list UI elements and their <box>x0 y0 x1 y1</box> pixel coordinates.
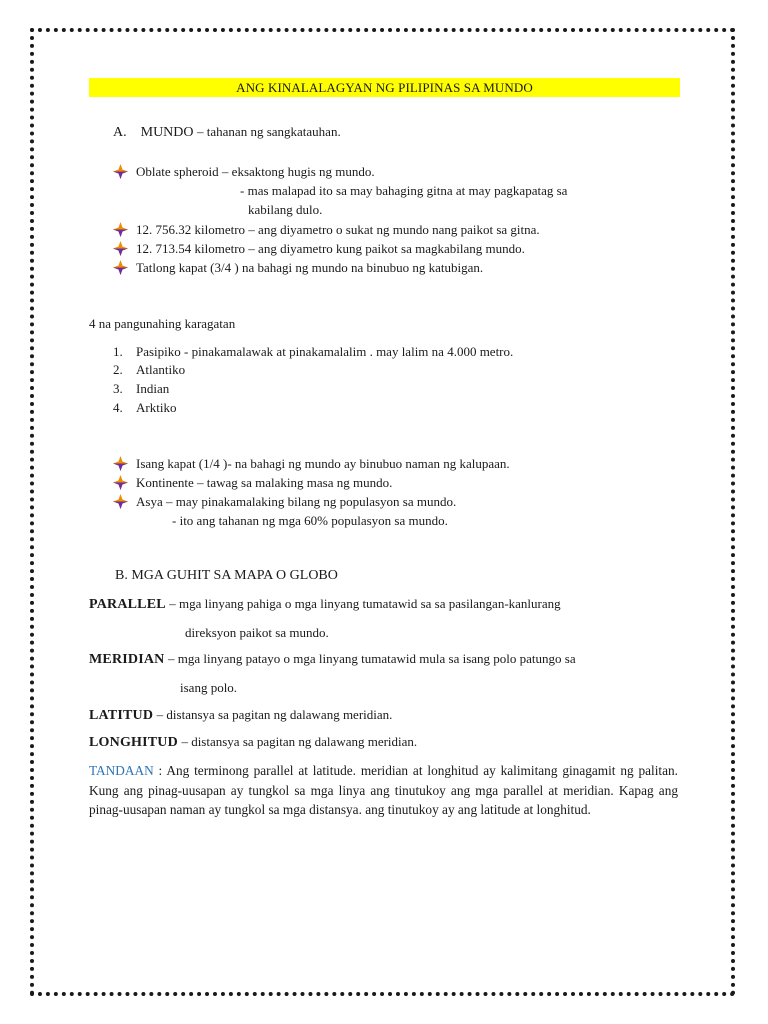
bullet-diameter-poles: 12. 713.54 kilometro – ang diyametro kung paikot sa magkabilang mundo. <box>136 241 525 256</box>
meridian-def-2: isang polo. <box>180 680 238 695</box>
bullet-asya: Asya – may pinakamalaking bilang ng populasyon sa mundo. <box>136 494 457 509</box>
parallel-def-1: – mga linyang pahiga o mga linyang tumatawid sa sa pasilangan-kanlurang <box>169 596 561 611</box>
tandaan-text: : Ang terminong parallel at latitude. meridian at longhitud ay kalimitang ginagamit ng palitan. Kung ang pinag-uusapan ay tungkol sa mga linya ang tinutukoy ang mga parallel at meridian. Kapag ang pinag-uusapan naman ay tungkol sa mga distansya. ang tinutukoy ay ang latitude at longhitud. <box>89 763 679 817</box>
longhitud-def: – distansya sa pagitan ng dalawang meridian. <box>181 734 418 749</box>
ocean-number: 3. <box>113 381 123 396</box>
tandaan-label: TANDAAN <box>89 763 154 778</box>
section-a-heading <box>113 124 341 141</box>
ocean-item: Indian <box>136 381 170 396</box>
ocean-item: Atlantiko <box>136 362 186 377</box>
latitud-line <box>89 707 392 724</box>
four-point-arrow-bullet-icon <box>113 260 128 275</box>
section-a-term: MUNDO <box>140 125 194 140</box>
ocean-number: 1. <box>113 344 123 359</box>
oceans-heading: 4 na pangunahing karagatan <box>89 316 236 331</box>
four-point-arrow-bullet-icon <box>113 241 128 256</box>
bullet-kontinente: Kontinente – tawag sa malaking masa ng mundo. <box>136 475 393 490</box>
ocean-item: Pasipiko - pinakamalawak at pinakamalalim . may lalim na 4.000 metro. <box>136 344 514 359</box>
four-point-arrow-bullet-icon <box>113 222 128 237</box>
latitud-term: LATITUD <box>89 708 154 723</box>
four-point-arrow-bullet-icon <box>113 475 128 490</box>
longhitud-term: LONGHITUD <box>89 735 178 750</box>
page-title: ANG KINALALAGYAN NG PILIPINAS SA MUNDO <box>89 78 680 97</box>
bullet-land: Isang kapat (1/4 )- na bahagi ng mundo ay binubuo naman ng kalupaan. <box>136 456 510 471</box>
oblate-sub-1: - mas malapad ito sa may bahaging gitna at may pagkapatag sa <box>240 183 568 198</box>
bullet-diameter-equator: 12. 756.32 kilometro – ang diyametro o sukat ng mundo nang paikot sa gitna. <box>136 222 540 237</box>
ocean-number: 2. <box>113 362 123 377</box>
parallel-def-2: direksyon paikot sa mundo. <box>185 625 329 640</box>
four-point-arrow-bullet-icon <box>113 494 128 509</box>
section-a-letter: A. <box>113 125 127 140</box>
asya-sub: - ito ang tahanan ng mga 60% populasyon sa mundo. <box>172 513 448 528</box>
latitud-def: – distansya sa pagitan ng dalawang meridian. <box>156 707 393 722</box>
four-point-arrow-bullet-icon <box>113 164 128 179</box>
tandaan-note <box>89 761 678 820</box>
oblate-sub-2: kabilang dulo. <box>248 202 323 217</box>
ocean-number: 4. <box>113 400 123 415</box>
parallel-line-1 <box>89 596 561 613</box>
meridian-term: MERIDIAN <box>89 652 165 667</box>
meridian-line-1 <box>89 651 576 668</box>
four-point-arrow-bullet-icon <box>113 456 128 471</box>
meridian-def-1: – mga linyang patayo o mga linyang tumatawid mula sa isang polo patungo sa <box>168 651 576 666</box>
section-a-definition: – tahanan ng sangkatauhan. <box>197 124 341 139</box>
bullet-water: Tatlong kapat (3/4 ) na bahagi ng mundo na binubuo ng katubigan. <box>136 260 484 275</box>
ocean-item: Arktiko <box>136 400 177 415</box>
parallel-term: PARALLEL <box>89 597 166 612</box>
bullet-oblate: Oblate spheroid – eksaktong hugis ng mundo. <box>136 164 375 179</box>
section-b-heading: B. MGA GUHIT SA MAPA O GLOBO <box>115 568 338 583</box>
longhitud-line <box>89 734 417 751</box>
